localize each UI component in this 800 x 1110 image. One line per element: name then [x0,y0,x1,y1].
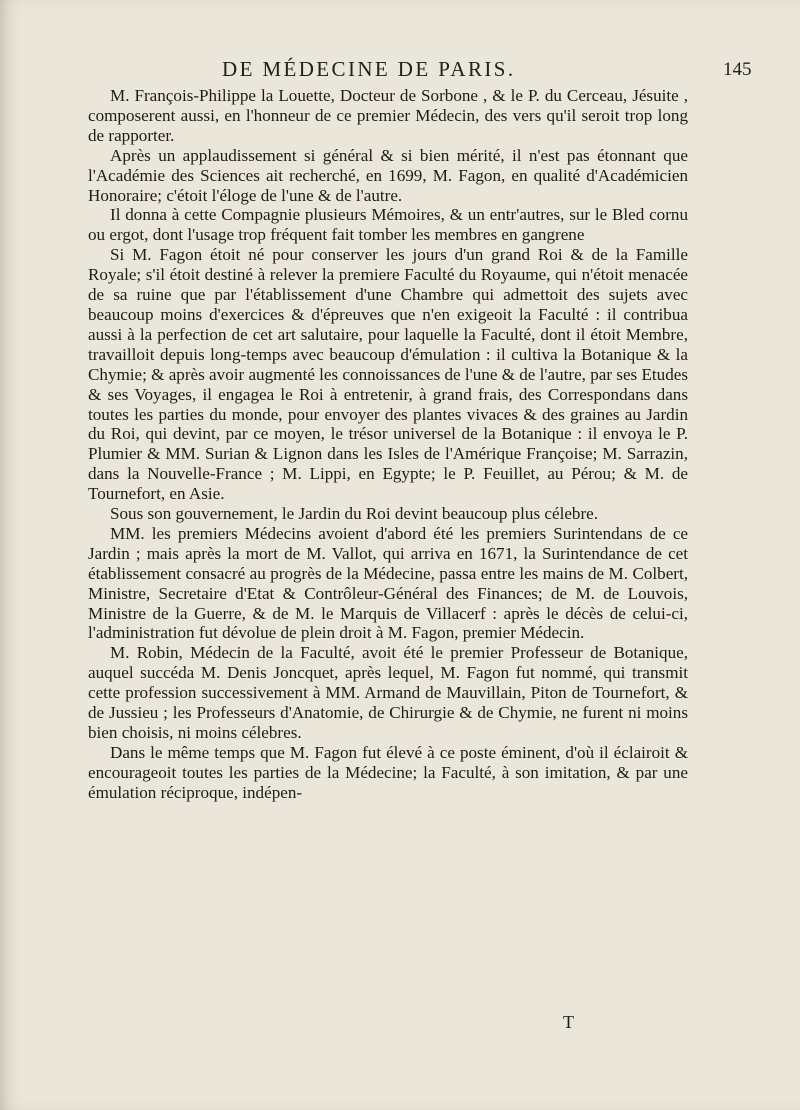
paragraph-6: MM. les premiers Médecins avoient d'abord été les premiers Surintendans de ce Jardin ; mais après la mort de M. Vallot, qui arriva en 1671, la Surintendance de cet établissement consacré au progrès de la Médecine, passa entre les mains de M. Colbert, Ministre, Secretaire d'Etat & Contrôleur-Général des Finances; de M. de Louvois, Ministre de la Guerre, & de M. le Marquis de Villacerf : après le décès de celui-ci, l'administration fut dévolue de plein droit à M. Fagon, premier Médecin. [88,523,688,643]
paragraph-8: Dans le même temps que M. Fagon fut élevé à ce poste éminent, d'où il éclairoit & encourageoit toutes les parties de la Médecine; la Faculté, à son imitation, & par une émulation réciproque, indépen- [88,742,688,802]
page-number: 145 [723,59,752,80]
paragraph-3: Il donna à cette Compagnie plusieurs Mémoires, & un entr'autres, sur le Bled cornu ou ergot, dont l'usage trop fréquent fait tomber les membres en gangrene [88,205,688,245]
paragraph-4: Si M. Fagon étoit né pour conserver les jours d'un grand Roi & de la Famille Royale; s'il étoit destiné à relever la premiere Faculté du Royaume, qui n'étoit menacée de sa ruine que par l'établissement d'une Chambre qui admettoit des sujets avec beaucoup moins d'exercices & d'épreuves que n'en exigeoit la Faculté : il contribua aussi à la perfection de cet art salutaire, pour laquelle la Faculté, dont il étoit Membre, travailloit depuis long-temps avec beaucoup d'émulation : il cultiva la Botanique & la Chymie; & après avoir augmenté les connoissances de l'une & de l'autre, par ses Etudes & ses Voyages, il engagea le Roi à entretenir, à grand frais, des Correspondans dans toutes les parties du monde, pour envoyer des plantes vivaces & des graines au Jardin du Roi, qui devint, par ce moyen, le trésor universel de la Botanique : il envoya le P. Plumier & MM. Surian & Lignon dans les Isles de l'Amérique Françoise; M. Sarrazin, dans la Nouvelle-France ; M. Lippi, en Egypte; le P. Feuillet, au Pérou; & M. de Tournefort, en Asie. [88,245,688,504]
paragraph-2: Après un applaudissement si général & si bien mérité, il n'est pas étonnant que l'Académie des Sciences ait recherché, en 1699, M. Fagon, en qualité d'Académicien Honoraire; c'étoit l'éloge de l'une & de l'autre. [88,145,688,205]
catchword: T [563,1012,574,1032]
paragraph-7: M. Robin, Médecin de la Faculté, avoit été le premier Professeur de Botanique, auquel succéda M. Denis Joncquet, après lequel, M. Fagon fut nommé, qui transmit cette profession successivement à MM. Armand de Mauvillain, Piton de Tournefort, & de Jussieu ; les Professeurs d'Anatomie, de Chirurgie & de Chymie, ne furent ni moins bien choisis, ni moins célebres. [88,643,688,742]
paragraph-1: M. François-Philippe la Louette, Docteur de Sorbone , & le P. du Cerceau, Jésuite , composerent aussi, en l'honneur de ce premier Médecin, des vers qu'il seroit trop long de rapporter. [88,86,688,145]
page-header [0,57,800,85]
running-title: DE MÉDECINE DE PARIS. [222,57,516,81]
paragraph-5: Sous son gouvernement, le Jardin du Roi devint beaucoup plus célebre. [110,504,599,524]
body-text [88,86,688,803]
